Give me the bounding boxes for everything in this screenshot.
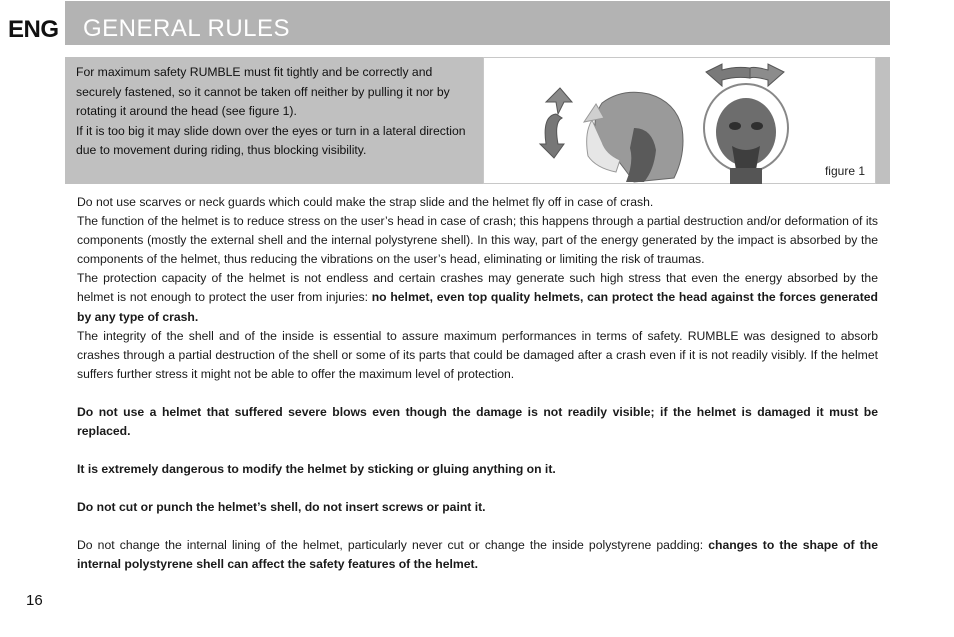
front-view-head [704, 84, 788, 184]
paragraph-helmet-function: The function of the helmet is to reduce stress on the user’s head in case of crash; this happens through a partial destruction and/or deformation of its components (mostly the external shell and the internal polystyrene shell). In this way, part of the energy generated by the impact is absorbed by the components of the helmet, thus reducing the vibrations on the user’s head, eliminating or limiting the risk of traumas. [77, 214, 879, 267]
internal-lining-warning: changes to the shape of the internal polystyrene shell can affect the safety features of the helmet. [77, 538, 879, 572]
intro-box [65, 57, 483, 184]
intro-text [76, 63, 476, 161]
helmet-fit-illustration [484, 58, 877, 185]
paragraph-scarves: Do not use scarves or neck guards which could make the strap slide and the helmet fly off in case of crash. [77, 195, 654, 209]
internal-lining-text: Do not change the internal lining of the helmet, particularly never cut or change the inside polystyrene padding: [77, 538, 709, 553]
paragraph-shell-integrity: The integrity of the shell and of the inside is essential to assure maximum performances in terms of safety. RUMBLE was designed to absorb crashes through a partial destruction of the shell or some of its parts that could be damaged after a crash even if it is not readily visibly. If the helmet suffers further stress it might not be able to offer the maximum level of protection. [77, 328, 878, 381]
protection-capacity-warning: no helmet, even top quality helmets, can protect the head against the forces generated by any type of crash. [77, 290, 878, 324]
intro-paragraph-fit: For maximum safety RUMBLE must fit tightly and be correctly and securely fastened, so it cannot be taken off neither by pulling it nor by rotating it around the head (see figure 1). [76, 65, 450, 118]
figure-edge-strip [876, 57, 890, 184]
body-text [77, 193, 878, 575]
warning-severe-blows: Do not use a helmet that suffered severe blows even though the damage is not readily visible; if the helmet is damaged it must be replaced. [77, 404, 878, 439]
page-title: GENERAL RULES [83, 15, 291, 42]
title-bar [65, 1, 890, 45]
figure-1 [483, 57, 876, 184]
rotate-horizontal-arrow-icon [706, 64, 784, 86]
paragraph-internal-lining [77, 536, 878, 574]
intro-paragraph-size: If it is too big it may slide down over the eyes or turn in a lateral direction due to movement during riding, thus blocking visibility. [76, 123, 466, 157]
page-number: 16 [26, 592, 43, 609]
paragraph-protection-capacity [77, 269, 878, 326]
rotate-vertical-arrow-icon [540, 88, 572, 158]
figure-caption: figure 1 [824, 164, 865, 178]
warning-cut-shell: Do not cut or punch the helmet’s shell, do not insert screws or paint it. [77, 500, 486, 515]
language-label: ENG [8, 16, 59, 43]
warning-modify-helmet: It is extremely dangerous to modify the helmet by sticking or gluing anything on it. [77, 462, 556, 477]
protection-capacity-text: The protection capacity of the helmet is not endless and certain crashes may generate such high stress that even the energy absorbed by the helmet is not enough to protect the user from injuries: [77, 271, 878, 305]
side-view-helmet [584, 92, 683, 182]
